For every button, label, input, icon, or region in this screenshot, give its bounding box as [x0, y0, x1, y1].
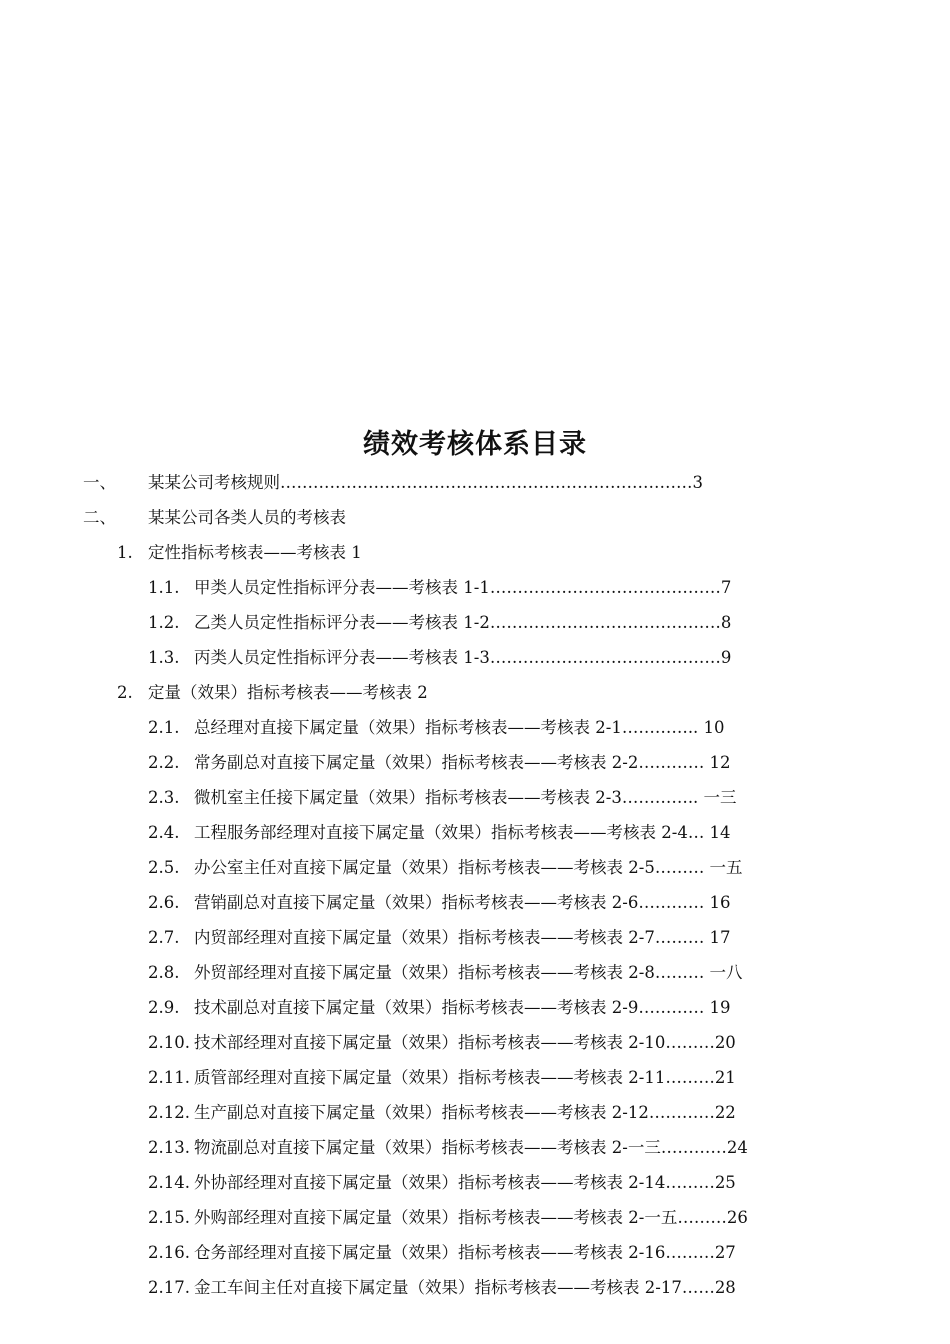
toc-entry-text: 定量（效果）指标考核表——考核表 2 — [148, 683, 428, 702]
toc-entry-text: 内贸部经理对直接下属定量（效果）指标考核表——考核表 2-7……… 17 — [194, 928, 731, 947]
toc-entry-text: 生产副总对直接下属定量（效果）指标考核表——考核表 2-12…………22 — [194, 1103, 736, 1122]
toc-entry-text: 定性指标考核表——考核表 1 — [148, 543, 362, 562]
toc-entry-text: 外购部经理对直接下属定量（效果）指标考核表——考核表 2-一五………26 — [194, 1208, 748, 1227]
toc-entry-text: 办公室主任对直接下属定量（效果）指标考核表——考核表 2-5……… 一五 — [194, 858, 743, 877]
toc-entry-number: 2.17. — [148, 1278, 190, 1297]
toc-entry-number: 1.3. — [148, 648, 180, 667]
toc-entry-number: 2.11. — [148, 1068, 190, 1087]
toc-entry-number: 2.12. — [148, 1103, 190, 1122]
toc-entry-number: 2.7. — [148, 928, 180, 947]
toc-entry-text: 物流副总对直接下属定量（效果）指标考核表——考核表 2-一三…………24 — [194, 1138, 748, 1157]
toc-entry-number: 2.10. — [148, 1033, 190, 1052]
toc-entry-number: 2.13. — [148, 1138, 190, 1157]
toc-entry-number: 2.4. — [148, 823, 180, 842]
toc-entry-number: 1. — [117, 543, 133, 562]
toc-entry-number: 1.1. — [148, 578, 180, 597]
document-title: 绩效考核体系目录 — [363, 429, 587, 460]
toc-entry-number: 2.5. — [148, 858, 180, 877]
toc-entry-text: 外协部经理对直接下属定量（效果）指标考核表——考核表 2-14………25 — [194, 1173, 736, 1192]
toc-entry-number: 2.16. — [148, 1243, 190, 1262]
toc-entry-number: 2.9. — [148, 998, 180, 1017]
toc-entry-number: 二、 — [83, 508, 116, 527]
toc-entry-text: 工程服务部经理对直接下属定量（效果）指标考核表——考核表 2-4… 14 — [194, 823, 731, 842]
toc-entry-number: 一、 — [83, 473, 116, 492]
toc-entry-text: 营销副总对直接下属定量（效果）指标考核表——考核表 2-6………… 16 — [194, 893, 731, 912]
toc-entry-number: 2.3. — [148, 788, 180, 807]
toc-entry-number: 2.14. — [148, 1173, 190, 1192]
toc-entry-text: 技术副总对直接下属定量（效果）指标考核表——考核表 2-9………… 19 — [194, 998, 731, 1017]
toc-entry-text: 总经理对直接下属定量（效果）指标考核表——考核表 2-1………….. 10 — [194, 718, 725, 737]
toc-entry-text: 仓务部经理对直接下属定量（效果）指标考核表——考核表 2-16………27 — [194, 1243, 736, 1262]
toc-entry-text: 常务副总对直接下属定量（效果）指标考核表——考核表 2-2………… 12 — [194, 753, 731, 772]
toc-entry-number: 2. — [117, 683, 133, 702]
toc-entry-text: 丙类人员定性指标评分表——考核表 1-3……………………………………9 — [194, 648, 732, 667]
toc-entry-number: 2.1. — [148, 718, 180, 737]
toc-entry-number: 2.6. — [148, 893, 180, 912]
toc-entry-number: 1.2. — [148, 613, 180, 632]
toc-entry-text: 乙类人员定性指标评分表——考核表 1-2……………………………………8 — [194, 613, 732, 632]
toc-entry-text: 某某公司考核规则…………………………………………………………………3 — [148, 473, 703, 492]
toc-entry-number: 2.8. — [148, 963, 180, 982]
toc-entry-text: 金工车间主任对直接下属定量（效果）指标考核表——考核表 2-17……28 — [194, 1278, 736, 1297]
toc-entry-text: 外贸部经理对直接下属定量（效果）指标考核表——考核表 2-8……… 一八 — [194, 963, 743, 982]
toc-entry-number: 2.15. — [148, 1208, 190, 1227]
toc-entry-text: 甲类人员定性指标评分表——考核表 1-1……………………………………7 — [194, 578, 732, 597]
toc-entry-text: 技术部经理对直接下属定量（效果）指标考核表——考核表 2-10………20 — [194, 1033, 736, 1052]
toc-entry-text: 质管部经理对直接下属定量（效果）指标考核表——考核表 2-11………21 — [194, 1068, 736, 1087]
toc-entry-number: 2.2. — [148, 753, 180, 772]
toc-entry-text: 微机室主任接下属定量（效果）指标考核表——考核表 2-3………….. 一三 — [194, 788, 737, 807]
toc-entry-text: 某某公司各类人员的考核表 — [148, 508, 346, 527]
